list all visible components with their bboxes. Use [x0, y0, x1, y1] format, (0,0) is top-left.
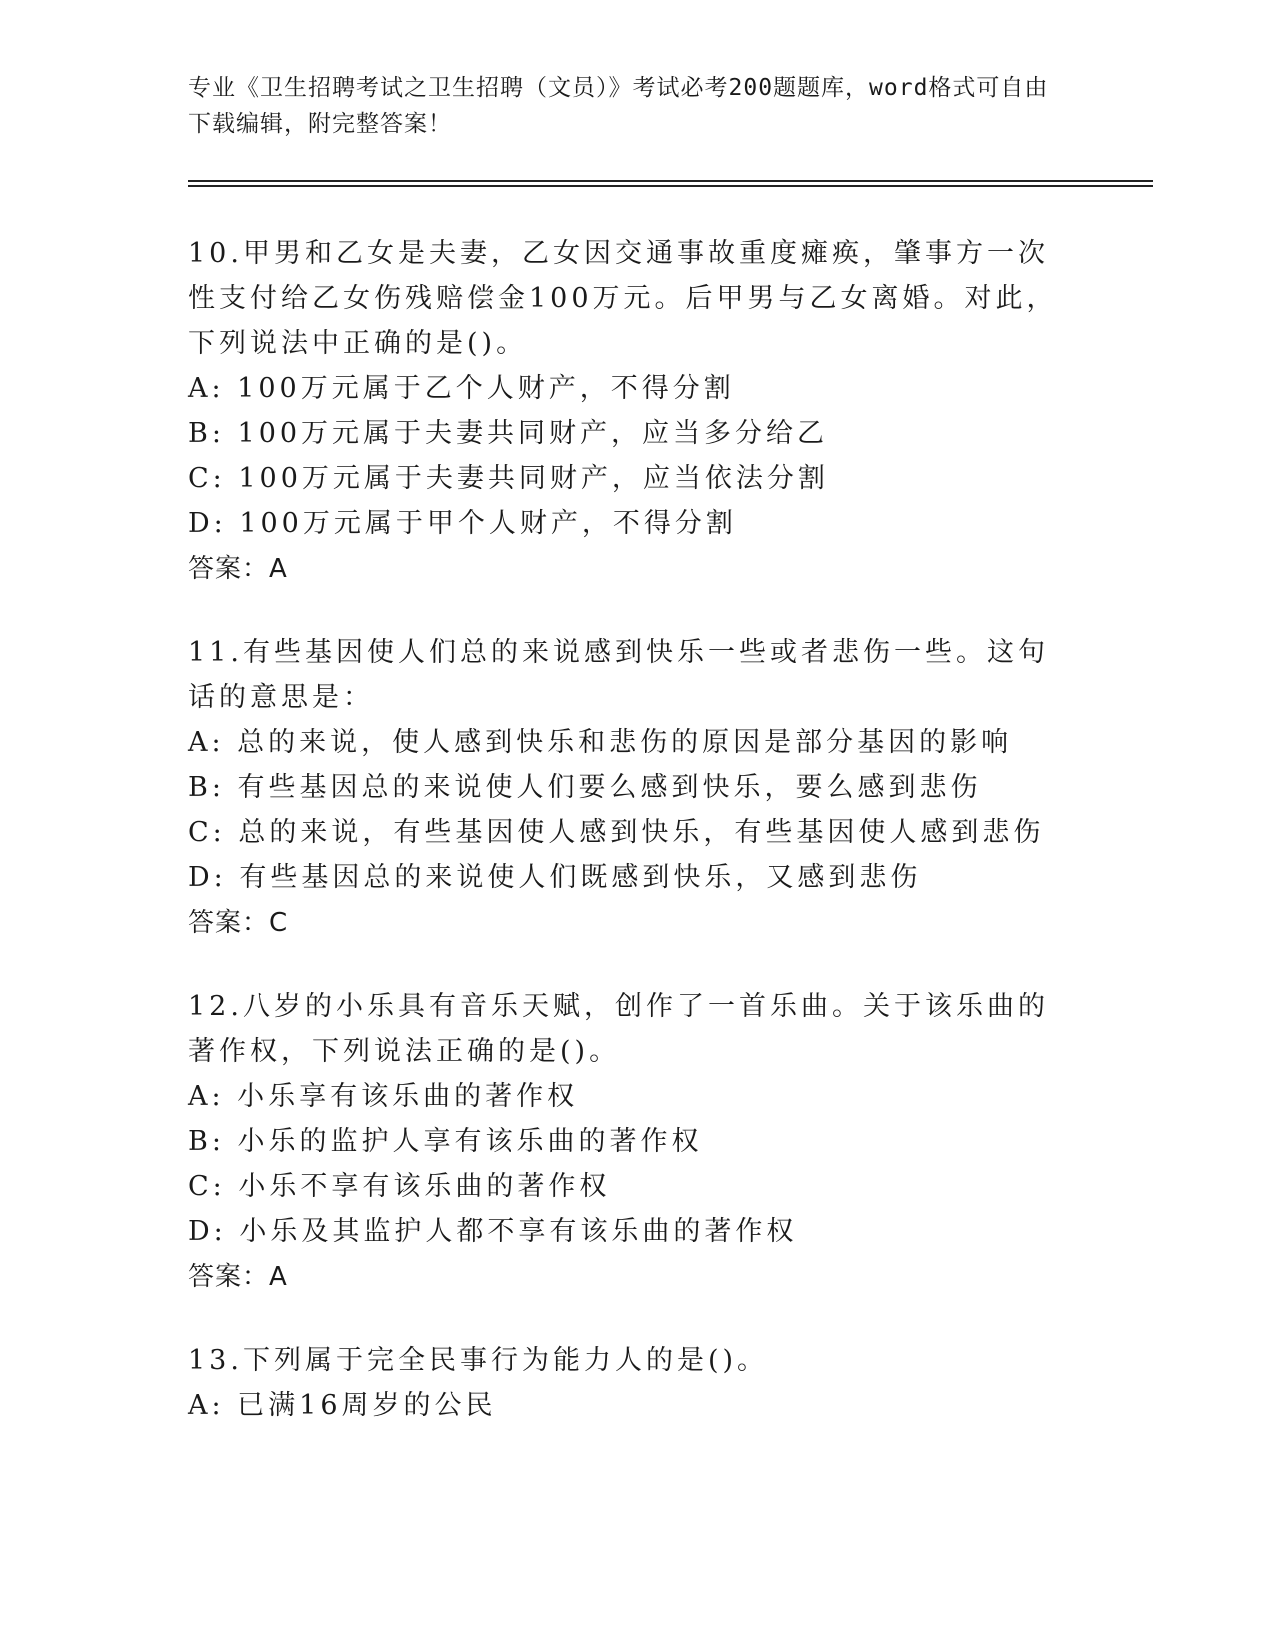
answer-line: 答案：A — [188, 554, 288, 584]
question-stem: 13.下列属于完全民事行为能力人的是()。 — [188, 1345, 769, 1376]
question-13 — [188, 1338, 1148, 1428]
option-c: C: 小乐不享有该乐曲的著作权 — [188, 1171, 611, 1202]
option-b: B: 有些基因总的来说使人们要么感到快乐，要么感到悲伤 — [188, 772, 982, 803]
option-b: B: 小乐的监护人享有该乐曲的著作权 — [188, 1126, 703, 1157]
answer-line: 答案：C — [188, 908, 289, 938]
answer-line: 答案：A — [188, 1262, 288, 1292]
option-a: A: 已满16周岁的公民 — [188, 1390, 497, 1421]
option-d: D: 有些基因总的来说使人们既感到快乐，又感到悲伤 — [188, 862, 922, 893]
question-11 — [188, 630, 1148, 946]
question-12 — [188, 984, 1148, 1300]
document-page — [188, 70, 1148, 1466]
option-c: C: 总的来说，有些基因使人感到快乐，有些基因使人感到悲伤 — [188, 817, 1045, 848]
question-stem: 12.八岁的小乐具有音乐天赋，创作了一首乐曲。关于该乐曲的著作权，下列说法正确的是()。 — [188, 991, 1049, 1067]
option-a: A: 100万元属于乙个人财产，不得分割 — [188, 373, 735, 404]
document-header: 专业《卫生招聘考试之卫生招聘（文员）》考试必考200题题库，word格式可自由下载编辑，附完整答案！ — [188, 75, 1049, 137]
option-c: C: 100万元属于夫妻共同财产，应当依法分割 — [188, 463, 829, 494]
question-list — [188, 231, 1148, 1428]
question-stem: 10.甲男和乙女是夫妻，乙女因交通事故重度瘫痪，肇事方一次性支付给乙女伤残赔偿金100万元。后甲男与乙女离婚。对此，下列说法中正确的是()。 — [188, 238, 1058, 359]
option-a: A: 总的来说，使人感到快乐和悲伤的原因是部分基因的影响 — [188, 727, 1013, 758]
question-10 — [188, 231, 1148, 592]
question-stem: 11.有些基因使人们总的来说感到快乐一些或者悲伤一些。这句话的意思是： — [188, 637, 1049, 713]
option-d: D: 100万元属于甲个人财产，不得分割 — [188, 508, 737, 539]
header-divider — [188, 180, 1153, 187]
option-b: B: 100万元属于夫妻共同财产，应当多分给乙 — [188, 418, 829, 449]
option-d: D: 小乐及其监护人都不享有该乐曲的著作权 — [188, 1216, 798, 1247]
option-a: A: 小乐享有该乐曲的著作权 — [188, 1081, 579, 1112]
